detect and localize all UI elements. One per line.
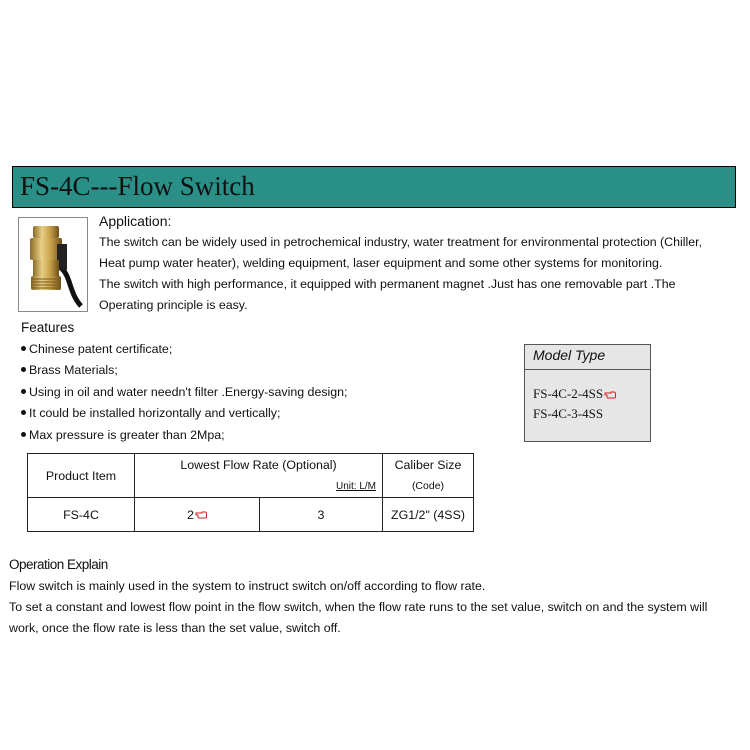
application-line: The switch can be widely used in petrochemical industry, water treatment for environmental protection (Chiller, — [99, 235, 703, 249]
application-heading: Application: — [99, 213, 172, 229]
code-header: (Code) — [383, 476, 474, 498]
feature-item — [21, 428, 225, 442]
rate-cell: 3 — [260, 498, 383, 532]
spec-table — [27, 453, 474, 532]
rate-cell — [135, 498, 260, 532]
model-item — [533, 406, 603, 422]
feature-text: Max pressure is greater than 2Mpa; — [29, 428, 225, 442]
features-heading: Features — [21, 320, 75, 335]
product-item-header: Product Item — [28, 454, 135, 498]
model-item-text: FS-4C-2-4SS — [533, 386, 604, 401]
operation-heading: Operation Explain — [9, 557, 108, 572]
flow-switch-photo — [19, 218, 87, 311]
feature-item — [21, 406, 280, 420]
product-cell: FS-4C — [28, 498, 135, 532]
model-item — [533, 386, 616, 402]
product-photo — [18, 217, 88, 312]
bullet-icon — [21, 410, 26, 415]
operation-line: To set a constant and lowest flow point in the flow switch, when the flow rate runs to the set value, switch on and the system will — [9, 600, 708, 614]
pointing-hand-icon — [604, 391, 616, 399]
bullet-icon — [21, 432, 26, 437]
model-item-text: FS-4C-3-4SS — [533, 406, 604, 421]
feature-text: It could be installed horizontally and vertically; — [29, 406, 281, 420]
page-title: FS-4C---Flow Switch — [20, 171, 255, 201]
bullet-icon — [21, 346, 26, 351]
caliber-cell: ZG1/2" (4SS) — [383, 498, 474, 532]
feature-text: Using in oil and water needn't filter .Energy-saving design; — [29, 385, 348, 399]
model-type-heading: Model Type — [533, 347, 606, 363]
application-line: Heat pump water heater), welding equipment, laser equipment and some other systems for monitoring. — [99, 256, 663, 270]
caliber-header: Caliber Size — [383, 454, 474, 476]
feature-text: Chinese patent certificate; — [29, 342, 173, 356]
feature-item — [21, 342, 172, 356]
operation-line: Flow switch is mainly used in the system to instruct switch on/off according to flow rate. — [9, 579, 486, 593]
rate-value: 2 — [187, 507, 194, 522]
unit-label — [135, 476, 383, 498]
unit-text: Unit: L/M — [335, 480, 376, 492]
feature-item — [21, 385, 348, 399]
bullet-icon — [21, 367, 26, 372]
flow-rate-header: Lowest Flow Rate (Optional) — [135, 454, 383, 476]
feature-item — [21, 363, 118, 377]
pointing-hand-icon — [195, 511, 207, 519]
bullet-icon — [21, 389, 26, 394]
application-line: The switch with high performance, it equipped with permanent magnet .Just has one removable part .The — [99, 277, 676, 291]
application-line: Operating principle is easy. — [99, 298, 248, 312]
operation-line: work, once the flow rate is less than the set value, switch off. — [9, 621, 341, 635]
feature-text: Brass Materials; — [29, 363, 118, 377]
